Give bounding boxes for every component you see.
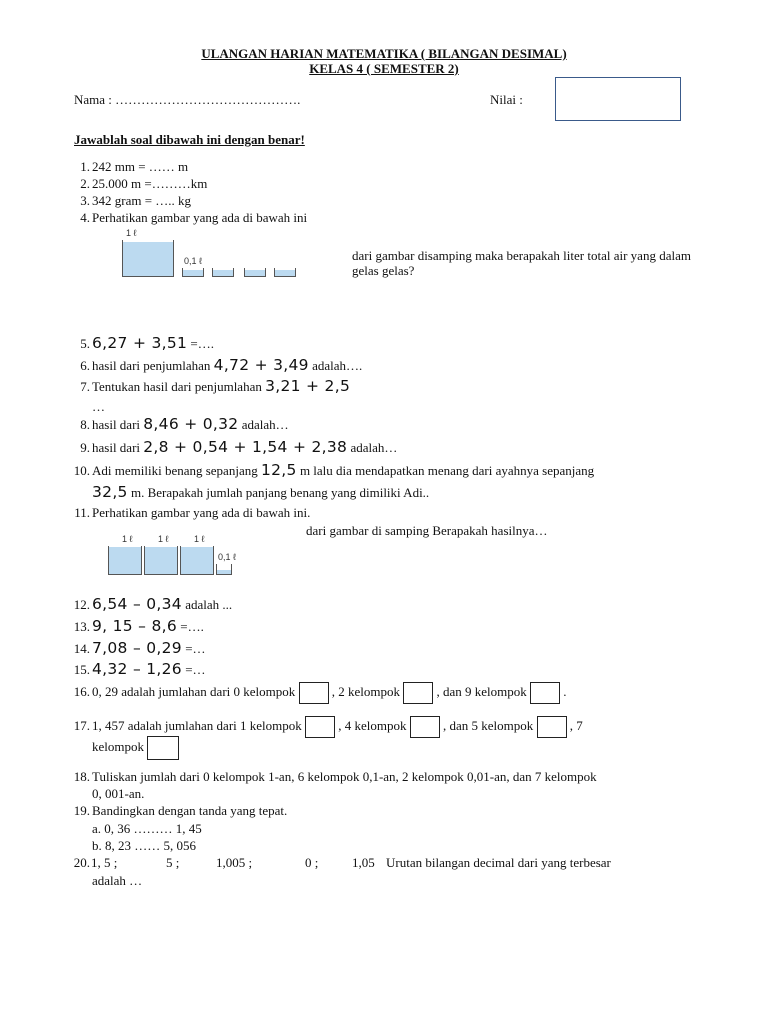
q-text-before: hasil dari	[92, 417, 144, 432]
q-number: 5.	[80, 336, 90, 351]
glass-label-1l: 1 ℓ	[122, 534, 133, 544]
question-4	[70, 210, 710, 226]
q-number: 14.	[73, 641, 90, 656]
q-text-after: =…	[181, 641, 206, 656]
question-20-continuation: adalah …	[92, 873, 143, 888]
q-expression: 9, 15 – 8,6	[92, 617, 177, 635]
instruction: Jawablah soal dibawah ini dengan benar!	[74, 132, 305, 147]
question-5	[70, 335, 710, 352]
glass-label-1l: 1 ℓ	[194, 534, 205, 544]
q-text-after: adalah….	[308, 358, 363, 373]
question-15	[70, 661, 710, 678]
question-17-continuation	[70, 736, 732, 760]
q-expression: 2,8 + 0,54 + 1,54 + 2,38	[143, 438, 348, 456]
page-title: ULANGAN HARIAN MATEMATIKA ( BILANGAN DESIMAL)	[201, 46, 567, 61]
question-1	[70, 159, 710, 175]
answer-box-2[interactable]	[410, 716, 440, 738]
q-number: 13.	[73, 619, 90, 634]
q-number: 9.	[80, 440, 90, 455]
glass-small	[216, 564, 232, 575]
question-19-b: b. 8, 23 …… 5, 056	[92, 838, 196, 853]
q-text-after-2: m. Berapakah jumlah panjang benang yang dimiliki Adi..	[127, 485, 430, 500]
q-text-part-2: , 2 kelompok	[328, 683, 404, 699]
q-number: 2.	[80, 176, 90, 191]
question-10-continuation	[70, 484, 732, 501]
answer-box-1[interactable]	[305, 716, 335, 738]
q-expression: 6,54 – 0,34	[92, 595, 182, 613]
q-text-before: Adi memiliki benang sepanjang	[92, 463, 261, 478]
q-text-part-3: , dan 5 kelompok	[439, 717, 537, 733]
score-box[interactable]	[555, 77, 681, 121]
q-text: Tuliskan jumlah dari 0 kelompok 1-an, 6 kelompok 0,1-an, 2 kelompok 0,01-an, dan 7 kelompok	[92, 769, 597, 784]
q-expression: 8,46 + 0,32	[143, 415, 239, 433]
answer-box-2[interactable]	[403, 682, 433, 704]
q-expression: 3,21 + 2,5	[265, 377, 351, 395]
q-number: 17.	[73, 717, 90, 733]
q20-value-1: 1, 5 ;	[91, 855, 118, 870]
glass-1l-b	[144, 546, 178, 575]
q-text-after: adalah…	[238, 417, 289, 432]
answer-box-3[interactable]	[537, 716, 567, 738]
q20-value-3: 1,005 ;	[216, 855, 253, 870]
q-text: Bandingkan dengan tanda yang tepat.	[92, 803, 288, 818]
question-18	[70, 769, 710, 785]
q-expression: 6,27 + 3,51	[92, 334, 188, 352]
q-text-part-4: , 7	[566, 717, 583, 733]
glass-small-3	[244, 268, 266, 277]
q-number: 6.	[80, 358, 90, 373]
glasses-figure-1	[118, 228, 304, 278]
q-text-before: Tentukan hasil dari penjumlahan	[92, 379, 266, 394]
answer-box-1[interactable]	[299, 682, 329, 704]
q-expression: 4,32 – 1,26	[92, 660, 182, 678]
q-text-part-4: .	[560, 683, 567, 699]
q-number: 19.	[73, 803, 90, 818]
q-text-after: =….	[177, 619, 204, 634]
q20-value-5: 1,05	[352, 855, 375, 870]
q-text-after: adalah…	[347, 440, 398, 455]
glass-label-01l: 0,1 ℓ	[218, 552, 236, 562]
q20-text: Urutan bilangan decimal dari yang terbesar	[386, 855, 611, 870]
q-text: 342 gram = ….. kg	[92, 193, 192, 208]
q-number: 18.	[73, 769, 90, 784]
name-field-label: Nama : …………………………………….	[74, 92, 301, 107]
question-11	[70, 505, 710, 521]
q-number: 15.	[73, 662, 90, 677]
question-10	[70, 462, 710, 479]
q-text-part-5: kelompok	[92, 738, 148, 754]
q20-value-4: 0 ;	[305, 855, 319, 870]
q-text-part-2: , 4 kelompok	[335, 717, 410, 733]
q-text-part-1: 0, 29 adalah jumlahan dari 0 kelompok	[92, 683, 299, 699]
glass-1l-c	[180, 546, 214, 575]
q-text-before: hasil dari penjumlahan	[92, 358, 214, 373]
glass-1l	[122, 240, 174, 277]
glass-small-2	[212, 268, 234, 277]
q-expression: 4,72 + 3,49	[213, 356, 309, 374]
glasses-figure-2	[104, 532, 244, 576]
page-subtitle: KELAS 4 ( SEMESTER 2)	[309, 61, 459, 76]
question-11-side-text: dari gambar di samping Berapakah hasilnya…	[306, 523, 548, 538]
answer-box-3[interactable]	[530, 682, 560, 704]
q-text: Perhatikan gambar yang ada di bawah ini.	[92, 505, 311, 520]
question-7-continuation: …	[92, 399, 105, 414]
question-2	[70, 176, 710, 192]
glass-1l-a	[108, 546, 142, 575]
q-number: 8.	[80, 417, 90, 432]
question-16	[70, 682, 710, 704]
question-17	[70, 716, 710, 738]
q-expression: 7,08 – 0,29	[92, 639, 182, 657]
question-12	[70, 596, 710, 613]
q-number: 3.	[80, 193, 90, 208]
question-8	[70, 416, 710, 433]
question-19	[70, 803, 710, 819]
q-expression-2: 32,5	[92, 483, 128, 501]
q-expression: 12,5	[260, 461, 297, 479]
q-text: 25.000 m =………km	[92, 176, 208, 191]
q-text-after: m lalu dia mendapatkan menang dari ayahnya sepanjang	[296, 463, 595, 478]
glass-small-1	[182, 268, 204, 277]
glass-label-01l: 0,1 ℓ	[184, 256, 202, 266]
q-number: 1.	[80, 159, 90, 174]
glass-label-1l: 1 ℓ	[158, 534, 169, 544]
glass-small-4	[274, 268, 296, 277]
question-6	[70, 357, 710, 374]
q-number: 11.	[74, 505, 90, 520]
q-number: 20.	[73, 855, 90, 870]
question-3	[70, 193, 710, 209]
answer-box-4[interactable]	[147, 736, 179, 760]
question-19-a: a. 0, 36 ……… 1, 45	[92, 821, 202, 836]
question-4-side-text: dari gambar disamping maka berapakah liter total air yang dalam gelas gelas?	[352, 248, 691, 278]
q-number: 12.	[73, 597, 90, 612]
q-number: 10.	[73, 463, 90, 478]
q-number: 16.	[73, 683, 90, 699]
q-number: 4.	[80, 210, 90, 225]
q-number: 7.	[80, 379, 90, 394]
question-7	[70, 378, 710, 395]
question-18-continuation: 0, 001-an.	[92, 786, 145, 801]
glass-label-1l: 1 ℓ	[126, 228, 137, 238]
q-text-after: =…	[181, 662, 206, 677]
score-label: Nilai :	[490, 92, 523, 107]
question-14	[70, 640, 710, 657]
q-text: 242 mm = …… m	[92, 159, 189, 174]
question-13	[70, 618, 710, 635]
question-9	[70, 439, 710, 456]
q-text-after: adalah ...	[181, 597, 233, 612]
q20-value-2: 5 ;	[166, 855, 180, 870]
q-text-after: =….	[187, 336, 215, 351]
q-text-part-1: 1, 457 adalah jumlahan dari 1 kelompok	[92, 717, 306, 733]
q-text-before: hasil dari	[92, 440, 144, 455]
q-text-part-3: , dan 9 kelompok	[433, 683, 531, 699]
q-text: Perhatikan gambar yang ada di bawah ini	[92, 210, 308, 225]
